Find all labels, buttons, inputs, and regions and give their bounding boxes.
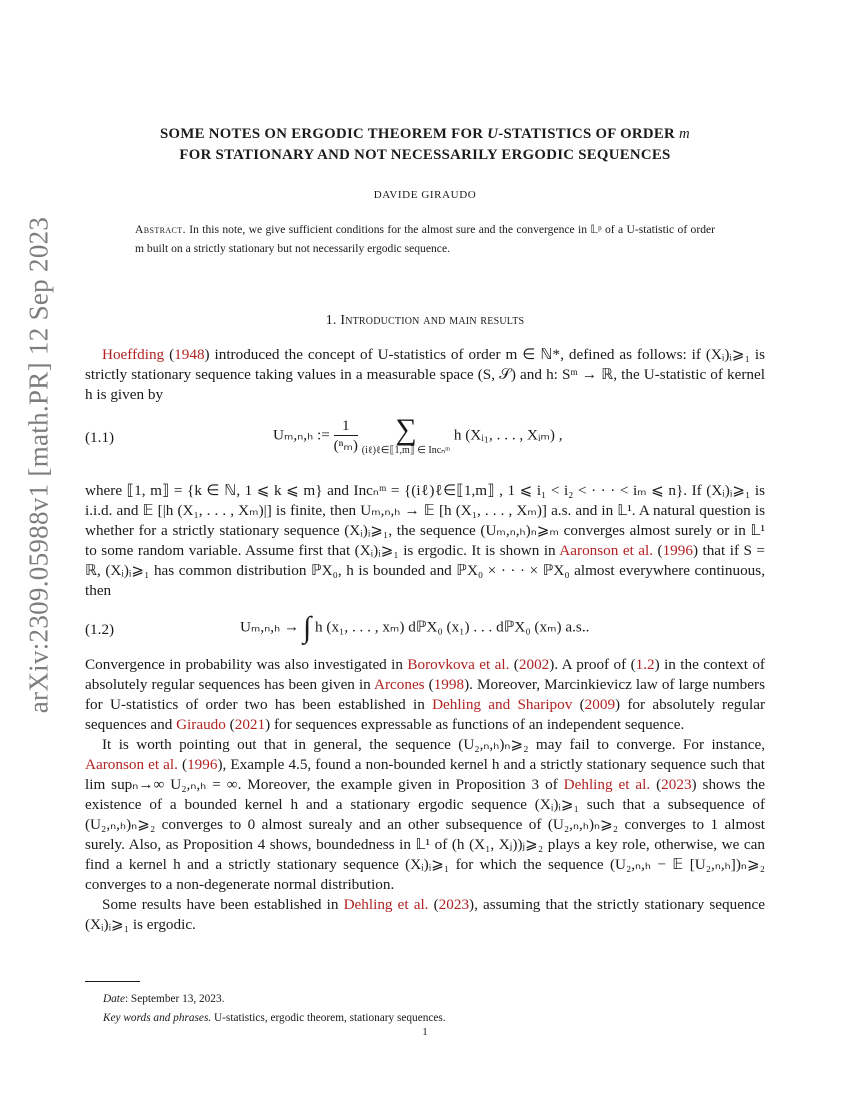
p3-text-c: in the context of absolutely regular sequences has been given in — [85, 656, 765, 693]
citation-year-2021[interactable]: 2021 — [234, 716, 266, 733]
equation-ref-1-2[interactable]: 1.2 — [635, 656, 655, 673]
citation-aaronson[interactable]: Aaronson et al. — [559, 542, 654, 559]
equation-body — [240, 611, 589, 645]
abstract-label: Abstract. — [135, 223, 186, 236]
equation-body — [273, 415, 563, 457]
paragraph-1-text: introduced the concept of U-statistics of order m ∈ ℕ*, defined as follows: if (Xᵢ)ᵢ⩾₁ is strictly stationary sequence taking values in a measurable space (S, 𝒮) and h: Sᵐ → ℝ, the U-statistic of kernel h is given by — [85, 346, 765, 403]
p3-text-f: for sequences expressable as functions of an independent sequence. — [270, 716, 685, 733]
paragraph-2-text-b: that if S = ℝ, (Xᵢ)ᵢ⩾₁ has common distribution ℙX₀, h is bounded and ℙX₀ × · · · × ℙX₀ almost everywhere continuous, then — [85, 542, 765, 599]
eq1-lhs: Uₘ,ₙ,ₕ := — [273, 426, 334, 444]
footnote-date — [85, 990, 765, 1009]
equation-1-1 — [85, 411, 765, 467]
p3-text-b: . A proof of — [554, 656, 631, 673]
page-number: 1 — [422, 1026, 428, 1038]
citation-hoeffding[interactable]: Hoeffding — [102, 346, 165, 363]
p5-text-a: Some results have been established in — [102, 896, 344, 913]
sum-symbol: ∑ — [395, 413, 417, 446]
title-part-1: SOME NOTES ON ERGODIC THEOREM FOR — [159, 126, 488, 142]
title-u-symbol: U — [487, 126, 499, 142]
eq1-frac-num: 1 — [334, 417, 358, 436]
citation-dehling-sharipov[interactable]: Dehling and Sharipov — [432, 696, 573, 713]
paper-title — [85, 124, 765, 166]
abstract-text: In this note, we give sufficient conditions for the almost sure and the convergence in 𝕃ᵖ of a U-statistic of order m built on a strictly stationary but not necessarily ergodic sequence. — [135, 223, 715, 255]
abstract — [135, 220, 715, 258]
paragraph-2: where ⟦1, m⟧ = {k ∈ ℕ, 1 ⩽ k ⩽ m} and Incₙᵐ = {(iℓ)ℓ∈⟦1,m⟧ , 1 ⩽ i₁ < i₂ < · · · < iₘ ⩽ n}. If (Xᵢ)ᵢ⩾₁ is i.i.d. and 𝔼 [|h (X₁, . . . , Xₘ)|] is finite, then Uₘ,ₙ,ₕ → 𝔼 [h (X₁, . . . , Xₘ)] a.s. and in 𝕃¹. A natural question is whether for a strictly stationary sequence (Xᵢ)ᵢ⩾₁, the sequence (Uₘ,ₙ,ₕ)ₙ⩾ₘ converges almost surely or in 𝕃¹ to some random variable. Assume first that (Xᵢ)ᵢ⩾₁ is ergodic. It is shown in Aaronson et al. (1996) that if S = ℝ, (Xᵢ)ᵢ⩾₁ has common distribution ℙX₀, h is bounded and ℙX₀ × · · · × ℙX₀ almost everywhere continuous, then — [85, 482, 765, 599]
author-name: DAVIDE GIRAUDO — [373, 189, 477, 201]
p5-text-b: , assuming that the strictly stationary sequence (Xᵢ)ᵢ⩾₁ is ergodic. — [85, 896, 766, 933]
eq1-fraction — [334, 417, 358, 455]
citation-year-1998[interactable]: 1998 — [433, 676, 465, 693]
citation-year-2023-2[interactable]: 2023 — [438, 896, 470, 913]
paragraph-5: Some results have been established in Dehling et al. (2023), assuming that the strictly stationary sequence (Xᵢ)ᵢ⩾₁ is ergodic. — [85, 896, 766, 933]
citation-year-1996-2[interactable]: 1996 — [187, 756, 218, 773]
citation-arcones[interactable]: Arcones — [373, 676, 425, 693]
citation-borovkova[interactable]: Borovkova et al. — [407, 656, 510, 673]
citation-dehling-2[interactable]: Dehling et al. — [343, 896, 429, 913]
title-part-2: -STATISTICS OF ORDER — [498, 126, 680, 142]
arxiv-identifier: arXiv:2309.05988v1 [math.PR] 12 Sep 2023 — [23, 216, 54, 714]
citation-aaronson-2[interactable]: Aaronson et al. — [85, 756, 178, 773]
paragraph-3: Convergence in probability was also investigated in Borovkova et al. (2002). A proof of (1.2) in the context of absolutely regular sequences has been given in Arcones (1998). Moreover, Marcinkievicz law of large numbers for U-statistics of order two has been established in Dehling and Sharipov (2009) for absolutely regular sequences and Giraudo (2021) for sequences expressable as functions of an independent sequence. — [85, 656, 766, 733]
section-title-text: Introduction and main results — [340, 313, 525, 328]
p4-text-b: , Example 4.5, found a non-bounded kernel h and a strictly stationary sequence such that lim supₙ→∞ U₂,ₙ,ₕ = ∞. Moreover, the example given in Proposition 3 of — [85, 756, 766, 793]
paragraph-2-text-a: where ⟦1, m⟧ = {k ∈ ℕ, 1 ⩽ k ⩽ m} and Incₙᵐ = {(iℓ)ℓ∈⟦1,m⟧ , 1 ⩽ i₁ < i₂ < · · · < iₘ ⩽ n}. If (Xᵢ)ᵢ⩾₁ is i.i.d. and 𝔼 [|h (X₁, . . . , Xₘ)|] is finite, then Uₘ,ₙ,ₕ → 𝔼 [h (X₁, . . . , Xₘ)] a.s. and in 𝕃¹. A natural question is whether for a strictly stationary sequence (Xᵢ)ᵢ⩾₁, the sequence (Uₘ,ₙ,ₕ)ₙ⩾ₘ converges almost surely or in 𝕃¹ to some random variable. Assume first that (Xᵢ)ᵢ⩾₁ is ergodic. It is shown in — [85, 482, 765, 559]
eq1-sum — [362, 415, 450, 457]
footnote-divider — [85, 981, 140, 982]
footnotes — [85, 990, 765, 1028]
keywords-value: U-statistics, ergodic theorem, stationary sequences. — [211, 1012, 446, 1024]
citation-giraudo[interactable]: Giraudo — [176, 716, 226, 733]
arxiv-sidebar-stamp — [15, 216, 63, 714]
title-m-symbol: m — [679, 126, 691, 142]
citation-year-2023[interactable]: 2023 — [661, 776, 692, 793]
sum-subscript: (iℓ)ℓ∈⟦1,m⟧ ∈ Incₙᵐ — [361, 445, 451, 456]
title-line-2: FOR STATIONARY AND NOT NECESSARILY ERGODIC SEQUENCES — [179, 147, 671, 163]
eq1-frac-den: (ⁿₘ) — [333, 437, 358, 454]
eq1-rhs: h (Xᵢ₁, . . . , Xᵢₘ) , — [453, 426, 563, 444]
p3-text-a: Convergence in probability was also investigated in — [85, 656, 408, 673]
p4-text-c: shows the existence of a bounded kernel h and a stationary ergodic sequence (Xᵢ)ᵢ⩾₁ such that a subsequence of (U₂,ₙ,ₕ)ₙ⩾₂ converges to 0 almost surealy and an other subsequence of (U₂,ₙ,ₕ)ₙ⩾₂ converges to 1 almost surely. Also, as Proposition 4 shows, boundedness in 𝕃¹ of (h (X₁, Xⱼ))ⱼ⩾₂ plays a key role, otherwise, we can find a kernel h and a strictly stationary sequence (Xᵢ)ᵢ⩾₁ for which the sequence (U₂,ₙ,ₕ − 𝔼 [U₂,ₙ,ₕ])ₙ⩾₂ converges to a non-degenerate normal distribution. — [85, 776, 765, 893]
date-label: Date — [103, 993, 125, 1005]
paragraph-4: It is worth pointing out that in general, the sequence (U₂,ₙ,ₕ)ₙ⩾₂ may fail to converge. For instance, Aaronson et al. (1996), Example 4.5, found a non-bounded kernel h and a strictly stationary sequence such that lim supₙ→∞ U₂,ₙ,ₕ = ∞. Moreover, the example given in Proposition 3 of Dehling et al. (2023) shows the existence of a bounded kernel h and a stationary ergodic sequence (Xᵢ)ᵢ⩾₁ such that a subsequence of (U₂,ₙ,ₕ)ₙ⩾₂ converges to 0 almost surealy and an other subsequence of (U₂,ₙ,ₕ)ₙ⩾₂ converges to 1 almost surely. Also, as Proposition 4 shows, boundedness in 𝕃¹ of (h (X₁, Xⱼ))ⱼ⩾₂ plays a key role, otherwise, we can find a kernel h and a strictly stationary sequence (Xᵢ)ᵢ⩾₁ for which the sequence (U₂,ₙ,ₕ − 𝔼 [U₂,ₙ,ₕ])ₙ⩾₂ converges to a non-degenerate normal distribution. — [85, 736, 766, 893]
keywords-label: Key words and phrases. — [103, 1012, 212, 1024]
equation-number: (1.2) — [85, 621, 115, 638]
p3-text-d: . Moreover, Marcinkievicz law of large numbers for U-statistics of order two has been established in — [85, 676, 765, 713]
p4-text-a: It is worth pointing out that in general, the sequence (U₂,ₙ,ₕ)ₙ⩾₂ may fail to converge. For instance, — [102, 736, 765, 753]
citation-year-2009[interactable]: 2009 — [584, 696, 616, 713]
integral-symbol: ∫ — [303, 611, 312, 644]
paragraph-1: Hoeffding (1948) introduced the concept of U-statistics of order m ∈ ℕ*, defined as follows: if (Xᵢ)ᵢ⩾₁ is strictly stationary sequence taking values in a measurable space (S, 𝒮) and h: Sᵐ → ℝ, the U-statistic of kernel h is given by — [85, 346, 765, 403]
p3-text-e: for absolutely regular sequences and — [85, 696, 766, 733]
date-value: : September 13, 2023. — [124, 993, 225, 1005]
eq2-rhs: h (x₁, . . . , xₘ) dℙX₀ (x₁) . . . dℙX₀ (xₘ) a.s.. — [311, 618, 590, 636]
equation-number: (1.1) — [85, 429, 115, 446]
section-number: 1. — [325, 313, 337, 328]
section-heading — [85, 313, 765, 329]
paper-page — [85, 0, 765, 935]
citation-dehling[interactable]: Dehling et al. — [563, 776, 651, 793]
citation-year-1996[interactable]: 1996 — [662, 542, 693, 559]
citation-year-1948[interactable]: 1948 — [174, 346, 205, 363]
eq2-lhs: Uₘ,ₙ,ₕ → — [240, 618, 303, 636]
equation-1-2 — [85, 605, 765, 655]
citation-year-2002[interactable]: 2002 — [518, 656, 550, 673]
